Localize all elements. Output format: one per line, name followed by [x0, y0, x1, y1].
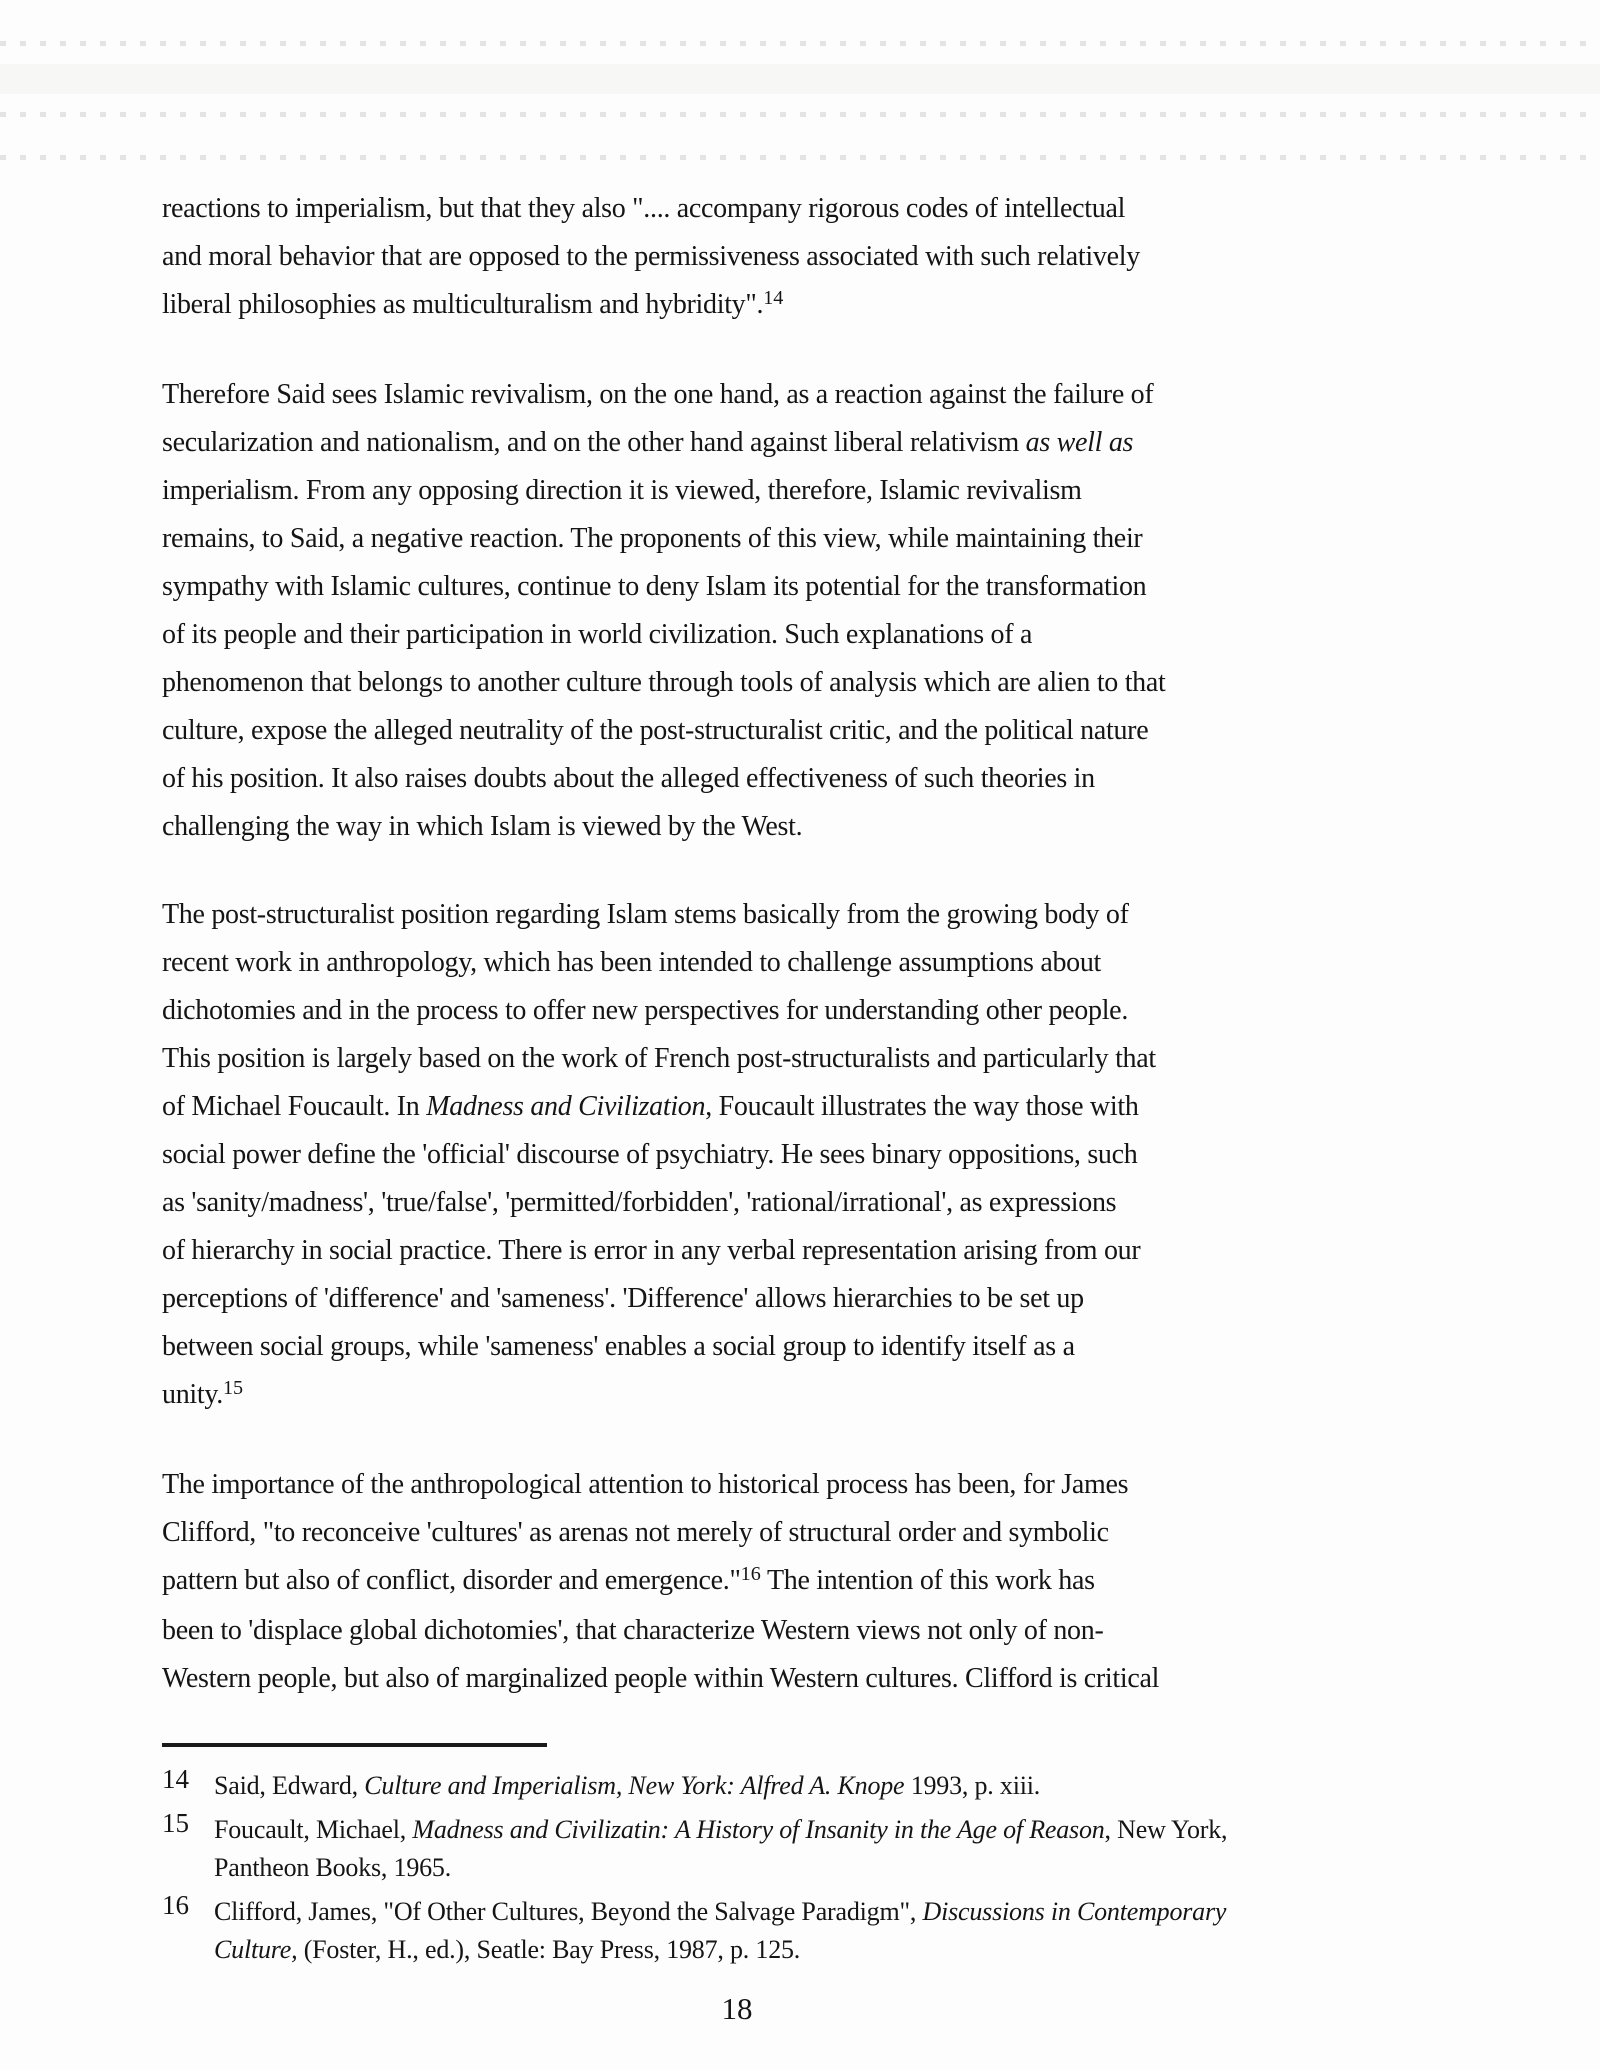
- text-line: [162, 891, 1312, 939]
- footnote-number: 15: [162, 1808, 189, 1838]
- body-text: [162, 185, 1312, 1703]
- paragraph: [162, 891, 1312, 1421]
- text-line: [162, 1083, 1312, 1131]
- scan-artifact-dashes: [0, 155, 1600, 160]
- footnote-item: [162, 1808, 1312, 1887]
- text-run: imperialism. From any opposing direction it is viewed, therefore, Islamic revivalism: [162, 475, 1082, 506]
- text-line: [162, 755, 1312, 803]
- text-line: [162, 419, 1312, 467]
- text-line: [162, 939, 1312, 987]
- text-line: [162, 1461, 1312, 1509]
- text-line: [162, 1323, 1312, 1371]
- text-line: [214, 1811, 1344, 1849]
- scan-artifact-dashes: [0, 41, 1600, 46]
- text-run: Western people, but also of marginalized people within Western cultures. Clifford is critical: [162, 1663, 1160, 1694]
- text-run: pattern but also of conflict, disorder and emergence.": [162, 1565, 741, 1596]
- text-line: [214, 1931, 1344, 1969]
- text-line: [162, 233, 1312, 281]
- text-line: [214, 1767, 1344, 1805]
- footnote-ref: 15: [222, 1376, 244, 1399]
- text-line: [162, 803, 1312, 851]
- text-run: culture, expose the alleged neutrality of the post-structuralist critic, and the political nature: [162, 715, 1149, 746]
- text-line: [162, 1179, 1312, 1227]
- text-run: been to 'displace global dichotomies', that characterize Western views not only of non-: [162, 1615, 1104, 1646]
- text-run: Clifford, "to reconceive 'cultures' as arenas not merely of structural order and symbolic: [162, 1517, 1109, 1548]
- text-line: [162, 987, 1312, 1035]
- text-run: The intention of this work has: [760, 1565, 1095, 1596]
- text-run: between social groups, while 'sameness' enables a social group to identify itself as a: [162, 1331, 1075, 1362]
- footnote-number: 14: [162, 1764, 189, 1794]
- text-run: unity.: [162, 1379, 223, 1410]
- text-run: liberal philosophies as multiculturalism and hybridity".: [162, 289, 764, 320]
- text-run: (Foster, H., ed.), Seatle: Bay Press, 1987, p. 125.: [297, 1935, 801, 1964]
- text-line: [162, 1275, 1312, 1323]
- text-run: Pantheon Books, 1965.: [214, 1853, 452, 1882]
- text-line: [214, 1893, 1344, 1931]
- text-run: of hierarchy in social practice. There is error in any verbal representation arising from our: [162, 1235, 1141, 1266]
- footnotes-section: [162, 1764, 1312, 1969]
- text-line: [162, 515, 1312, 563]
- footnote-separator: [162, 1743, 547, 1747]
- text-run: social power define the 'official' discourse of psychiatry. He sees binary oppositions, such: [162, 1139, 1138, 1170]
- text-run: as 'sanity/madness', 'true/false', 'permitted/forbidden', 'rational/irrational', as expressions: [162, 1187, 1117, 1218]
- text-line: [162, 281, 1312, 331]
- text-run: of Michael Foucault. In: [162, 1091, 427, 1122]
- text-run: secularization and nationalism, and on the other hand against liberal relativism: [162, 427, 1026, 458]
- text-run: reactions to imperialism, but that they also ".... accompany rigorous codes of intellectual: [162, 193, 1126, 224]
- footnote-text: [214, 1893, 1344, 1969]
- text-run: Said, Edward,: [214, 1771, 365, 1800]
- paragraph: [162, 371, 1312, 851]
- text-run: The post-structuralist position regarding Islam stems basically from the growing body of: [162, 899, 1129, 930]
- text-line: [162, 371, 1312, 419]
- text-line: [162, 1557, 1312, 1607]
- footnote-text: [214, 1767, 1344, 1805]
- footnote-text: [214, 1811, 1344, 1887]
- text-run: Discussions in Contemporary: [922, 1897, 1227, 1926]
- text-run: challenging the way in which Islam is viewed by the West.: [162, 811, 803, 842]
- text-run: Culture,: [214, 1935, 298, 1964]
- page-number: 18: [721, 1991, 753, 2026]
- footnote-item: [162, 1764, 1312, 1805]
- text-block: [162, 185, 1312, 2027]
- text-run: This position is largely based on the work of French post-structuralists and particularly that: [162, 1043, 1156, 1074]
- text-run: dichotomies and in the process to offer new perspectives for understanding other people.: [162, 995, 1129, 1026]
- text-run: , New York,: [1104, 1815, 1228, 1844]
- text-run: as well as: [1025, 427, 1134, 458]
- text-run: sympathy with Islamic cultures, continue to deny Islam its potential for the transformation: [162, 571, 1147, 602]
- text-run: Foucault, Michael,: [214, 1815, 413, 1844]
- text-line: [162, 1509, 1312, 1557]
- text-line: [162, 1607, 1312, 1655]
- text-run: Therefore Said sees Islamic revivalism, on the one hand, as a reaction against the failure of: [162, 379, 1154, 410]
- paragraph: [162, 185, 1312, 331]
- text-run: Madness and Civilizatin: A History of Insanity in the Age of Reason: [412, 1815, 1105, 1844]
- footnote-number: 16: [162, 1890, 189, 1920]
- text-run: phenomenon that belongs to another culture through tools of analysis which are alien to that: [162, 667, 1166, 698]
- text-run: Culture and Imperialism, New York: Alfred A. Knope: [364, 1771, 905, 1800]
- text-run: of its people and their participation in world civilization. Such explanations of a: [162, 619, 1033, 650]
- footnote-ref: 16: [740, 1562, 761, 1585]
- scan-artifact-dashes: [0, 112, 1600, 117]
- scan-artifact-band: [0, 64, 1600, 94]
- text-line: [162, 1131, 1312, 1179]
- text-line: [214, 1849, 1344, 1887]
- text-line: [162, 1035, 1312, 1083]
- text-run: Madness and Civilization: [426, 1091, 706, 1122]
- text-run: The importance of the anthropological attention to historical process has been, for James: [162, 1469, 1129, 1500]
- text-run: , Foucault illustrates the way those with: [705, 1091, 1139, 1122]
- text-run: 1993, p. xiii.: [904, 1771, 1041, 1800]
- text-run: perceptions of 'difference' and 'sameness'. 'Difference' allows hierarchies to be set up: [162, 1283, 1084, 1314]
- text-run: recent work in anthropology, which has been intended to challenge assumptions about: [162, 947, 1102, 978]
- text-line: [162, 611, 1312, 659]
- text-run: and moral behavior that are opposed to the permissiveness associated with such relatively: [162, 241, 1140, 272]
- text-line: [162, 1227, 1312, 1275]
- text-line: [162, 1655, 1312, 1703]
- text-line: [162, 563, 1312, 611]
- text-run: of his position. It also raises doubts about the alleged effectiveness of such theories in: [162, 763, 1095, 794]
- text-run: remains, to Said, a negative reaction. The proponents of this view, while maintaining their: [162, 523, 1143, 554]
- text-run: Clifford, James, "Of Other Cultures, Beyond the Salvage Paradigm",: [214, 1897, 923, 1926]
- text-line: [162, 185, 1312, 233]
- text-line: [162, 659, 1312, 707]
- text-line: [162, 1371, 1312, 1421]
- footnote-ref: 14: [763, 286, 784, 309]
- text-line: [162, 467, 1312, 515]
- footnote-item: [162, 1890, 1312, 1969]
- text-line: [162, 707, 1312, 755]
- paragraph: [162, 1461, 1312, 1703]
